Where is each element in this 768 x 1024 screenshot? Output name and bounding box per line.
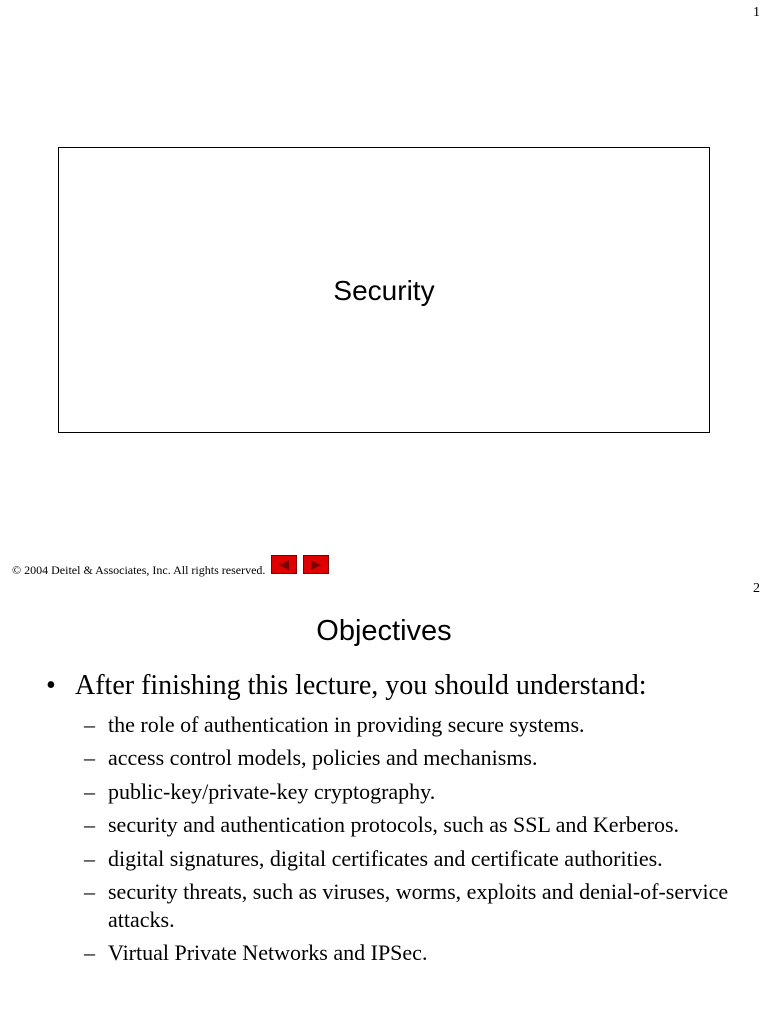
objectives-list	[84, 711, 734, 973]
list-item-text: access control models, policies and mechanisms.	[108, 745, 538, 771]
dash-icon: –	[84, 778, 95, 804]
dash-icon: –	[84, 812, 95, 838]
bullet-icon: •	[46, 670, 56, 701]
main-bullet-text: After finishing this lecture, you should understand:	[75, 670, 647, 701]
dash-icon: –	[84, 745, 95, 771]
list-item	[84, 744, 734, 772]
list-item-text: security threats, such as viruses, worms, exploits and denial-of-service attacks.	[108, 878, 729, 932]
dash-icon: –	[84, 940, 95, 966]
copyright-text: © 2004 Deitel & Associates, Inc. All rights reserved.	[12, 563, 266, 577]
arrow-right-icon	[309, 559, 323, 571]
main-bullet	[46, 670, 647, 702]
list-item-text: public-key/private-key cryptography.	[108, 778, 436, 804]
list-item-text: the role of authentication in providing secure systems.	[108, 712, 585, 737]
list-item	[84, 878, 734, 934]
arrow-left-icon	[277, 559, 291, 571]
list-item	[84, 845, 734, 873]
page-number: 2	[753, 581, 760, 596]
slide-footer	[12, 551, 329, 578]
list-item	[84, 939, 734, 967]
dash-icon: –	[84, 845, 95, 871]
list-item-text: Virtual Private Networks and IPSec.	[108, 940, 428, 966]
list-item	[84, 811, 734, 839]
dash-icon: –	[84, 878, 95, 904]
dash-icon: –	[84, 712, 95, 737]
list-item	[84, 711, 734, 739]
slide-title: Objectives	[316, 615, 452, 647]
list-item	[84, 778, 734, 806]
page-number: 1	[753, 5, 760, 20]
list-item-text: security and authentication protocols, such as SSL and Kerberos.	[108, 812, 680, 838]
prev-slide-button[interactable]	[271, 555, 297, 574]
slide-title: Security	[333, 275, 435, 306]
list-item-text: digital signatures, digital certificates and certificate authorities.	[108, 845, 663, 871]
title-box	[58, 147, 710, 433]
next-slide-button[interactable]	[303, 555, 329, 574]
